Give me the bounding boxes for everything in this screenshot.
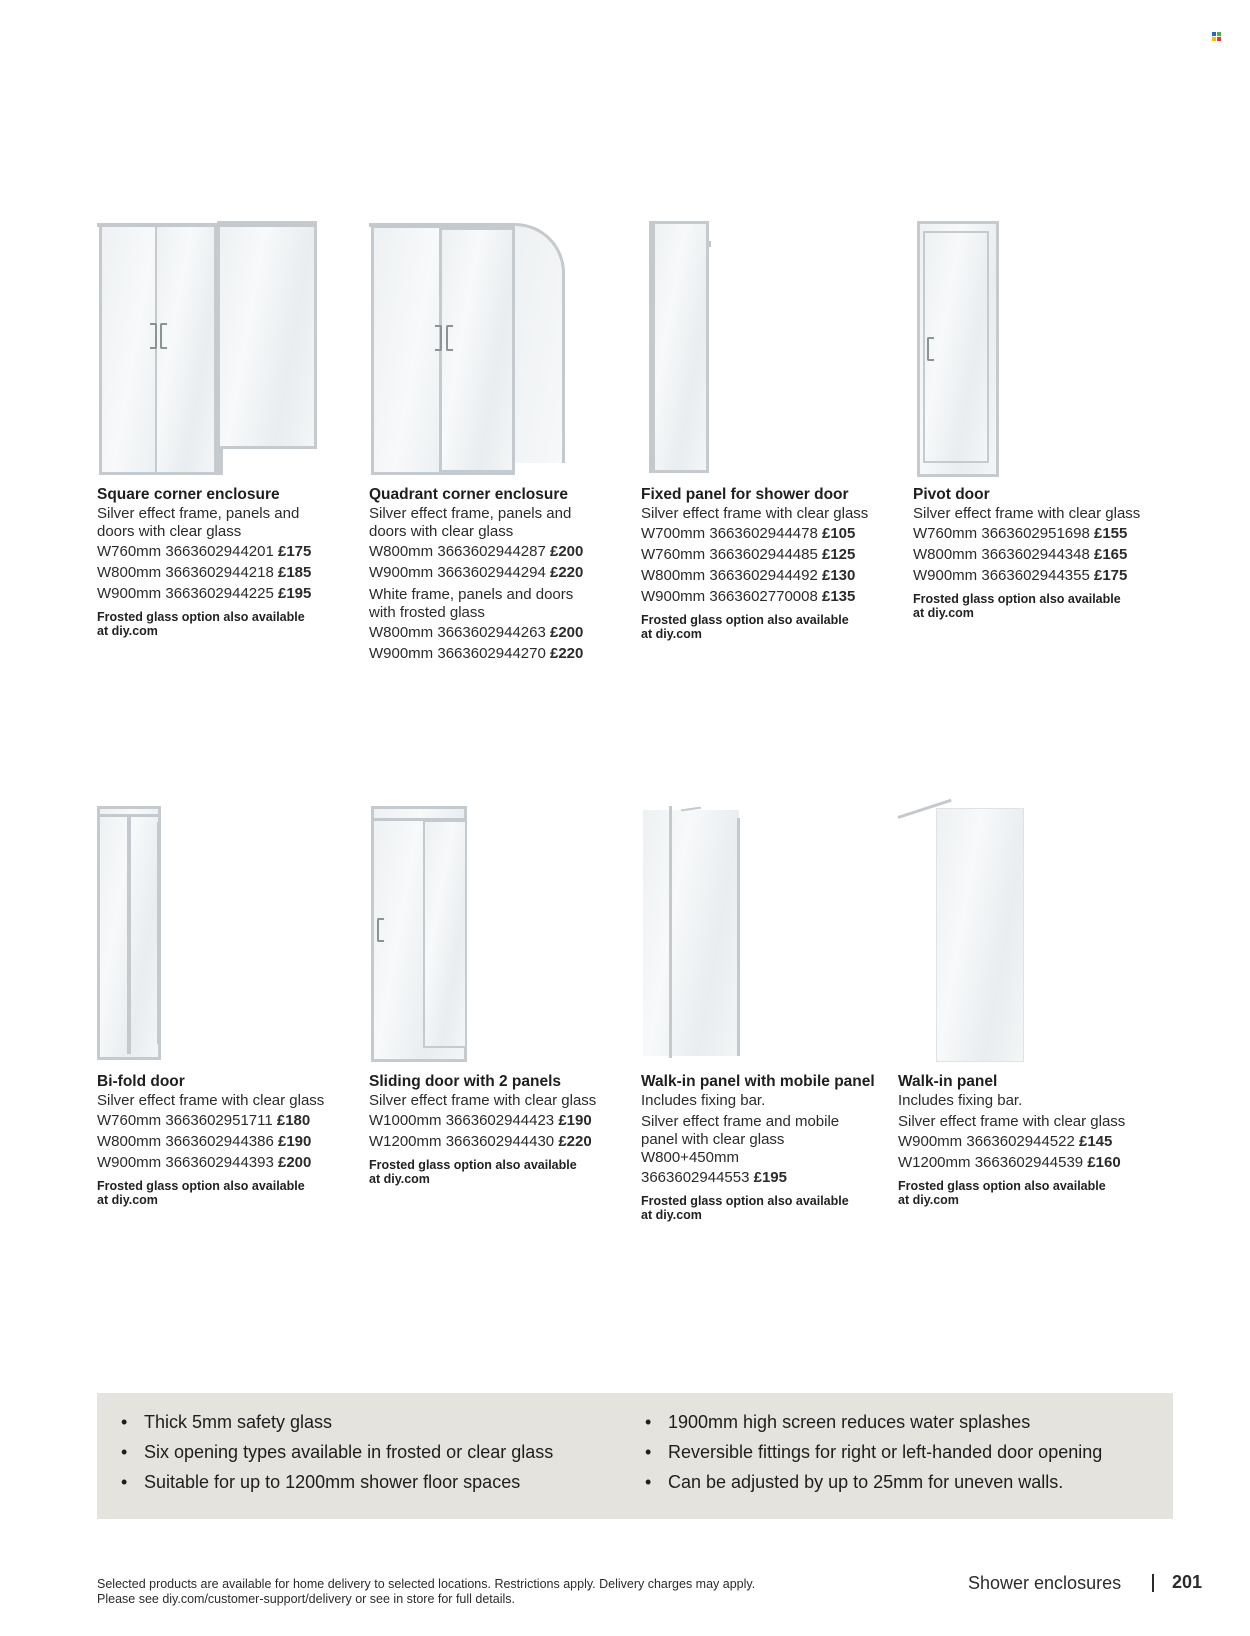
variant-row: W800mm 3663602944348 £165: [913, 546, 1128, 563]
price: £195: [277, 585, 312, 602]
product-title: Quadrant corner enclosure: [369, 486, 568, 503]
price: £145: [1078, 1133, 1113, 1150]
price: £190: [558, 1112, 592, 1129]
pivot-door-image: [913, 215, 1173, 477]
price: £130: [821, 567, 856, 584]
price: £200: [549, 624, 584, 641]
variant-row: W760mm 3663602944201 £175: [97, 543, 312, 560]
product-sliding-door: [369, 802, 629, 1186]
frosted-note: Frosted glass option also available at diy.com: [641, 1194, 849, 1222]
feature-item: • Reversible fittings for right or left-handed door opening: [643, 1437, 1102, 1467]
variant-row: W760mm 3663602944485 £125: [641, 546, 856, 563]
fixed-panel-image: [641, 215, 901, 477]
delivery-footnote: Selected products are available for home delivery to selected locations. Restrictions apply. Delivery charges may apply. Please see diy.com/customer-support/delivery or see in store for full details.: [97, 1577, 756, 1606]
variant-row: W700mm 3663602944478 £105: [641, 525, 856, 542]
frosted-note: Frosted glass option also available at diy.com: [97, 610, 305, 638]
variant-row: W900mm 3663602944294 £220: [369, 564, 584, 581]
variant-row: W900mm 3663602944270 £220: [369, 645, 584, 662]
price: £175: [277, 543, 312, 560]
variant-row: W900mm 3663602944522 £145: [898, 1133, 1113, 1150]
price: £175: [1093, 567, 1128, 584]
variant-row: W900mm 3663602944225 £195: [97, 585, 312, 602]
product-desc: doors with clear glass: [369, 523, 514, 540]
square-enclosure-image: [97, 215, 357, 477]
product-title: Fixed panel for shower door: [641, 486, 849, 503]
walk-in-mobile-panel-image: [641, 802, 901, 1064]
variant-row: W760mm 3663602951711 £180: [97, 1112, 311, 1129]
walk-in-panel-image: [898, 802, 1158, 1064]
price: £220: [558, 1133, 592, 1150]
product-desc: Silver effect frame, panels and: [369, 505, 572, 522]
product-title: Square corner enclosure: [97, 486, 280, 503]
product-quadrant-corner-enclosure: [369, 215, 629, 664]
product-desc: Silver effect frame with clear glass: [898, 1113, 1126, 1130]
sliding-door-image: [369, 802, 629, 1064]
price: £200: [549, 543, 584, 560]
frosted-note: Frosted glass option also available at diy.com: [641, 613, 849, 641]
variant-row: W800mm 3663602944386 £190: [97, 1133, 312, 1150]
product-desc: panel with clear glass: [641, 1131, 785, 1148]
price: £200: [277, 1154, 312, 1171]
variant-row: W900mm 3663602944355 £175: [913, 567, 1128, 584]
price: £185: [277, 564, 312, 581]
price: £165: [1093, 546, 1128, 563]
price: £125: [821, 546, 856, 563]
price: £155: [1093, 525, 1128, 542]
features-panel: [97, 1393, 1173, 1519]
variant-row: 3663602944553 £195: [641, 1169, 787, 1186]
product-desc: Silver effect frame with clear glass: [913, 505, 1141, 522]
features-list-right: [643, 1407, 1102, 1497]
feature-item: • Suitable for up to 1200mm shower floor spaces: [119, 1467, 553, 1497]
feature-item: • Six opening types available in frosted or clear glass: [119, 1437, 553, 1467]
product-desc-alt: White frame, panels and doors: [369, 586, 574, 603]
frosted-note: Frosted glass option also available at diy.com: [913, 592, 1121, 620]
variant-row: W760mm 3663602951698 £155: [913, 525, 1128, 542]
page-number: 201: [1172, 1572, 1203, 1592]
frosted-note: Frosted glass option also available at diy.com: [97, 1179, 305, 1207]
product-title: Pivot door: [913, 486, 990, 503]
product-pivot-door: [913, 215, 1173, 620]
variant-row: W1000mm 3663602944423 £190: [369, 1112, 592, 1129]
section-name: Shower enclosures: [968, 1573, 1122, 1593]
variant-row: W900mm 3663602944393 £200: [97, 1154, 312, 1171]
price: £220: [549, 564, 584, 581]
frosted-note: Frosted glass option also available at diy.com: [369, 1158, 577, 1186]
features-list-left: [119, 1407, 553, 1497]
product-walk-in-panel: [898, 802, 1158, 1207]
price: £180: [276, 1112, 311, 1129]
variant-row: W800mm 3663602944492 £130: [641, 567, 856, 584]
product-desc: Silver effect frame and mobile: [641, 1113, 840, 1130]
variant-row: W1200mm 3663602944539 £160: [898, 1154, 1121, 1171]
variant-row: W1200mm 3663602944430 £220: [369, 1133, 592, 1150]
feature-item: • Can be adjusted by up to 25mm for uneven walls.: [643, 1467, 1102, 1497]
brand-logo: [1212, 32, 1221, 41]
price: £190: [277, 1133, 312, 1150]
frosted-note: Frosted glass option also available at diy.com: [898, 1179, 1106, 1207]
price: £195: [753, 1169, 787, 1186]
price: £135: [821, 588, 856, 605]
product-desc: Includes fixing bar.: [898, 1092, 1023, 1109]
product-square-corner-enclosure: [97, 215, 357, 638]
product-bi-fold-door: [97, 802, 357, 1207]
product-title: Bi-fold door: [97, 1073, 185, 1090]
feature-item: • 1900mm high screen reduces water splashes: [643, 1407, 1102, 1437]
variant-row: W800mm 3663602944263 £200: [369, 624, 584, 641]
variant-row: W800mm 3663602944287 £200: [369, 543, 584, 560]
product-desc: doors with clear glass: [97, 523, 242, 540]
variant-row: W800mm 3663602944218 £185: [97, 564, 312, 581]
product-desc: Includes fixing bar.: [641, 1092, 766, 1109]
price: £105: [821, 525, 856, 542]
product-fixed-panel: [641, 215, 901, 641]
price: £160: [1087, 1154, 1121, 1171]
variant-row: W900mm 3663602770008 £135: [641, 588, 856, 605]
product-desc: Silver effect frame with clear glass: [641, 505, 869, 522]
product-walk-in-mobile-panel: [641, 802, 901, 1222]
product-desc: Silver effect frame, panels and: [97, 505, 300, 522]
product-title: Sliding door with 2 panels: [369, 1073, 562, 1090]
price: £220: [549, 645, 584, 662]
bi-fold-door-image: [97, 802, 357, 1064]
footer-divider: [1152, 1574, 1154, 1592]
feature-item: • Thick 5mm safety glass: [119, 1407, 553, 1437]
quadrant-enclosure-image: [369, 215, 629, 477]
product-desc: W800+450mm: [641, 1149, 739, 1166]
product-desc: Silver effect frame with clear glass: [369, 1092, 597, 1109]
product-title: Walk-in panel: [898, 1073, 998, 1090]
product-desc-alt: with frosted glass: [369, 604, 485, 621]
product-title: Walk-in panel with mobile panel: [641, 1073, 875, 1090]
product-desc: Silver effect frame with clear glass: [97, 1092, 325, 1109]
